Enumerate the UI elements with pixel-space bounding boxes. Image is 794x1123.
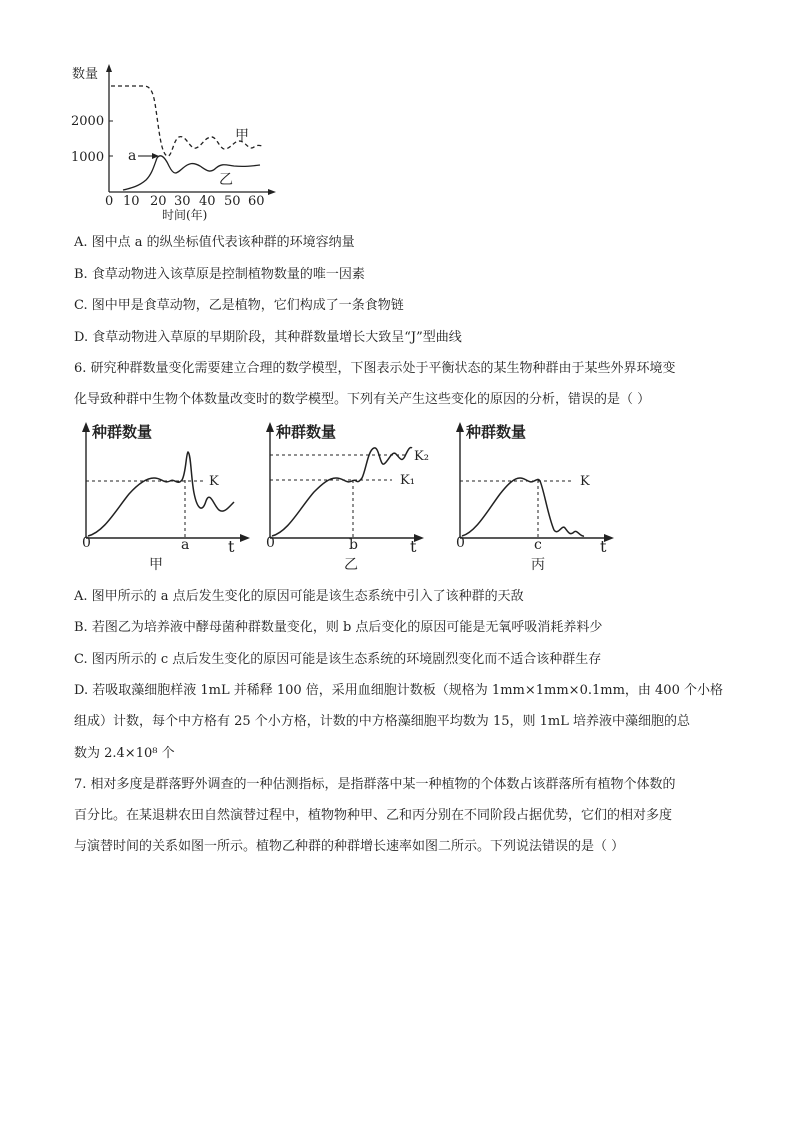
- graph-jia-k-label: K: [209, 474, 219, 489]
- graph-bing-k-label: K: [580, 474, 590, 489]
- x-tick-label: 30: [174, 194, 191, 209]
- graph-bing: [456, 422, 614, 573]
- x-axis-label: 时间(年): [162, 208, 208, 222]
- graph-yi-origin: 0: [266, 535, 275, 551]
- x-tick-label: 0: [105, 194, 114, 209]
- q6-option-c: C. 图丙所示的 c 点后发生变化的原因可能是该生态系统的环境剧烈变化而不适合该种群生存: [74, 652, 602, 667]
- point-label-a: a: [128, 148, 137, 164]
- point-a-arrowhead: [152, 153, 159, 159]
- population-time-figure: [66, 58, 286, 228]
- graph-yi-k2-label: K₂: [414, 449, 429, 464]
- graph-yi-k1-label: K₁: [400, 473, 415, 488]
- x-tick-label: 50: [224, 194, 241, 209]
- series-label-yi: 乙: [219, 172, 233, 188]
- x-tick-label: 10: [123, 194, 140, 209]
- q5-option-c: C. 图中甲是食草动物，乙是植物，它们构成了一条食物链: [74, 298, 404, 313]
- graph-bing-caption: 丙: [531, 557, 545, 573]
- q7-stem-line-1: 7. 相对多度是群落野外调查的一种估测指标，是指群落中某一种植物的个体数占该群落所有植物个体数的: [74, 777, 676, 792]
- q6-option-d-line-2: 组成）计数，每个中方格有 25 个小方格，计数的中方格藻细胞平均数为 15，则 1mL 培养液中藻细胞的总: [74, 714, 690, 729]
- curve-jia: [111, 86, 263, 156]
- q6-figure: [74, 418, 634, 578]
- q5-option-a: A. 图中点 a 的纵坐标值代表该种群的环境容纳量: [74, 235, 355, 250]
- y-axis-arrow: [106, 64, 112, 72]
- x-axis-arrow: [268, 189, 276, 195]
- x-tick-label: 40: [199, 194, 216, 209]
- q6-stem-line-1: 6. 研究种群数量变化需要建立合理的数学模型，下图表示处于平衡状态的某生物种群由于某些外界环境变: [74, 361, 676, 376]
- graph-jia-y-arrow: [82, 422, 90, 432]
- y-tick-label: 1000: [71, 150, 105, 165]
- graph-jia-caption: 甲: [149, 557, 163, 573]
- graph-bing-y-label: 种群数量: [466, 423, 527, 441]
- graph-yi-mark-b: b: [349, 537, 358, 553]
- y-axis-label: 数量: [72, 67, 99, 82]
- graph-bing-mark-c: c: [534, 537, 542, 553]
- q6-graphs: [74, 418, 634, 578]
- graph-bing-origin: 0: [456, 535, 465, 551]
- q6-stem-line-2: 化导致种群中生物个体数量改变时的数学模型。下列有关产生这些变化的原因的分析，错误的是（ ）: [74, 392, 651, 407]
- graph-jia-t: t: [228, 537, 235, 556]
- q6-option-a: A. 图甲所示的 a 点后发生变化的原因可能是该生态系统中引入了该种群的天敌: [74, 589, 524, 604]
- curve-yi: [123, 156, 260, 190]
- x-tick-label: 60: [248, 194, 265, 209]
- q6-option-d-line-1: D. 若吸取藻细胞样液 1mL 并稀释 100 倍，采用血细胞计数板（规格为 1mm×1mm×0.1mm，由 400 个小格: [74, 683, 723, 698]
- graph-yi: [266, 422, 429, 573]
- graph-jia-mark-a: a: [181, 537, 190, 553]
- graph-yi-caption: 乙: [344, 557, 358, 573]
- graph-bing-t: t: [600, 537, 607, 556]
- population-time-chart: [66, 58, 286, 228]
- graph-yi-curve: [272, 447, 412, 536]
- q5-option-d: D. 食草动物进入草原的早期阶段，其种群数量增长大致呈“J”型曲线: [74, 330, 462, 345]
- series-label-jia: 甲: [235, 128, 249, 144]
- graph-bing-y-arrow: [456, 422, 464, 432]
- x-tick-label: 20: [150, 194, 167, 209]
- graph-yi-y-arrow: [266, 422, 274, 432]
- q5-option-b: B. 食草动物进入该草原是控制植物数量的唯一因素: [74, 267, 365, 282]
- q6-option-d-line-3: 数为 2.4×10⁸ 个: [74, 746, 175, 761]
- graph-bing-curve: [462, 478, 584, 536]
- q7-stem-line-2: 百分比。在某退耕农田自然演替过程中，植物物种甲、乙和丙分别在不同阶段占据优势，它们的相对多度: [74, 808, 673, 823]
- y-tick-label: 2000: [71, 114, 105, 129]
- graph-jia-curve: [88, 452, 234, 536]
- graph-yi-t: t: [410, 537, 417, 556]
- graph-jia-x-arrow: [240, 534, 250, 542]
- q7-stem-line-3: 与演替时间的关系如图一所示。植物乙种群的种群增长速率如图二所示。下列说法错误的是（ ）: [74, 839, 625, 854]
- q6-option-b: B. 若图乙为培养液中酵母菌种群数量变化，则 b 点后变化的原因可能是无氧呼吸消耗养料少: [74, 620, 603, 635]
- graph-jia: [82, 422, 250, 573]
- graph-jia-y-label: 种群数量: [92, 423, 153, 441]
- graph-jia-origin: 0: [82, 535, 91, 551]
- graph-yi-y-label: 种群数量: [276, 423, 337, 441]
